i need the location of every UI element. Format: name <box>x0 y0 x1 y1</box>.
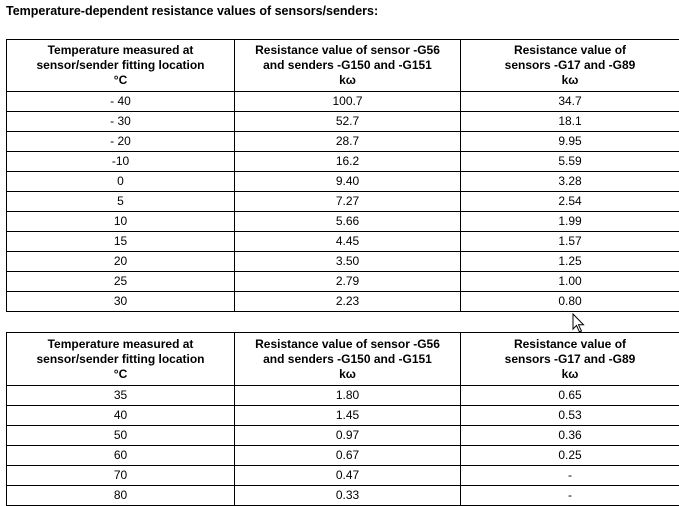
header-resistance-g17: Resistance value of sensors -G17 and -G89 kω <box>461 333 679 386</box>
cell-resistance-g56: 100.7 <box>235 92 461 112</box>
table-row <box>7 152 679 172</box>
cell-resistance-g56: 0.33 <box>235 486 461 506</box>
table-row <box>7 426 679 446</box>
cell-resistance-g17: 5.59 <box>461 152 679 172</box>
cell-temperature: 40 <box>7 406 235 426</box>
table-row <box>7 446 679 466</box>
table-row <box>7 112 679 132</box>
cell-resistance-g17: 18.1 <box>461 112 679 132</box>
cell-resistance-g56: 2.79 <box>235 272 461 292</box>
table-row <box>7 172 679 192</box>
cell-resistance-g17: 1.99 <box>461 212 679 232</box>
cell-resistance-g17: 1.25 <box>461 252 679 272</box>
cell-temperature: 80 <box>7 486 235 506</box>
cell-resistance-g17: 0.65 <box>461 386 679 406</box>
table-header-row <box>7 333 679 386</box>
cell-resistance-g17: 0.53 <box>461 406 679 426</box>
resistance-table-1 <box>6 39 679 312</box>
cell-resistance-g56: 0.67 <box>235 446 461 466</box>
table-header-row <box>7 40 679 92</box>
table-row <box>7 92 679 112</box>
table-row <box>7 132 679 152</box>
cell-resistance-g56: 4.45 <box>235 232 461 252</box>
cell-resistance-g56: 2.23 <box>235 292 461 312</box>
cell-resistance-g56: 3.50 <box>235 252 461 272</box>
cell-temperature: 20 <box>7 252 235 272</box>
cell-resistance-g56: 5.66 <box>235 212 461 232</box>
cell-temperature: 35 <box>7 386 235 406</box>
mouse-pointer-icon <box>572 313 586 334</box>
table-row <box>7 406 679 426</box>
cell-resistance-g17: 34.7 <box>461 92 679 112</box>
cell-temperature: -10 <box>7 152 235 172</box>
cell-resistance-g56: 52.7 <box>235 112 461 132</box>
cell-resistance-g56: 9.40 <box>235 172 461 192</box>
header-resistance-g56: Resistance value of sensor -G56 and senders -G150 and -G151 kω <box>235 333 461 386</box>
table-row <box>7 192 679 212</box>
table-row <box>7 232 679 252</box>
table-row <box>7 486 679 506</box>
cell-resistance-g56: 1.45 <box>235 406 461 426</box>
cell-temperature: 0 <box>7 172 235 192</box>
table-row <box>7 252 679 272</box>
cell-resistance-g56: 1.80 <box>235 386 461 406</box>
cell-resistance-g17: 9.95 <box>461 132 679 152</box>
table-row <box>7 272 679 292</box>
table-row <box>7 386 679 406</box>
cell-temperature: 60 <box>7 446 235 466</box>
cell-temperature: - 40 <box>7 92 235 112</box>
cell-resistance-g56: 0.97 <box>235 426 461 446</box>
cell-resistance-g17: 1.57 <box>461 232 679 252</box>
cell-temperature: 70 <box>7 466 235 486</box>
cell-resistance-g56: 7.27 <box>235 192 461 212</box>
cell-temperature: 15 <box>7 232 235 252</box>
cell-resistance-g17: 2.54 <box>461 192 679 212</box>
cell-resistance-g17: - <box>461 486 679 506</box>
cell-resistance-g56: 0.47 <box>235 466 461 486</box>
table-row <box>7 466 679 486</box>
cell-resistance-g17: 3.28 <box>461 172 679 192</box>
page-title: Temperature-dependent resistance values of sensors/senders: <box>6 4 378 18</box>
header-resistance-g56: Resistance value of sensor -G56 and senders -G150 and -G151 kω <box>235 40 461 92</box>
resistance-table-2 <box>6 332 679 506</box>
header-temperature: Temperature measured at sensor/sender fitting location °C <box>7 333 235 386</box>
cell-resistance-g56: 28.7 <box>235 132 461 152</box>
cell-temperature: - 20 <box>7 132 235 152</box>
cell-resistance-g56: 16.2 <box>235 152 461 172</box>
table-row <box>7 292 679 312</box>
header-temperature: Temperature measured at sensor/sender fitting location °C <box>7 40 235 92</box>
cell-temperature: 5 <box>7 192 235 212</box>
cell-resistance-g17: - <box>461 466 679 486</box>
cell-temperature: 50 <box>7 426 235 446</box>
cell-resistance-g17: 0.36 <box>461 426 679 446</box>
header-resistance-g17: Resistance value of sensors -G17 and -G89 kω <box>461 40 679 92</box>
cell-temperature: 10 <box>7 212 235 232</box>
cell-resistance-g17: 0.80 <box>461 292 679 312</box>
cell-temperature: 30 <box>7 292 235 312</box>
table-row <box>7 212 679 232</box>
cell-resistance-g17: 0.25 <box>461 446 679 466</box>
cell-resistance-g17: 1.00 <box>461 272 679 292</box>
cell-temperature: - 30 <box>7 112 235 132</box>
cell-temperature: 25 <box>7 272 235 292</box>
